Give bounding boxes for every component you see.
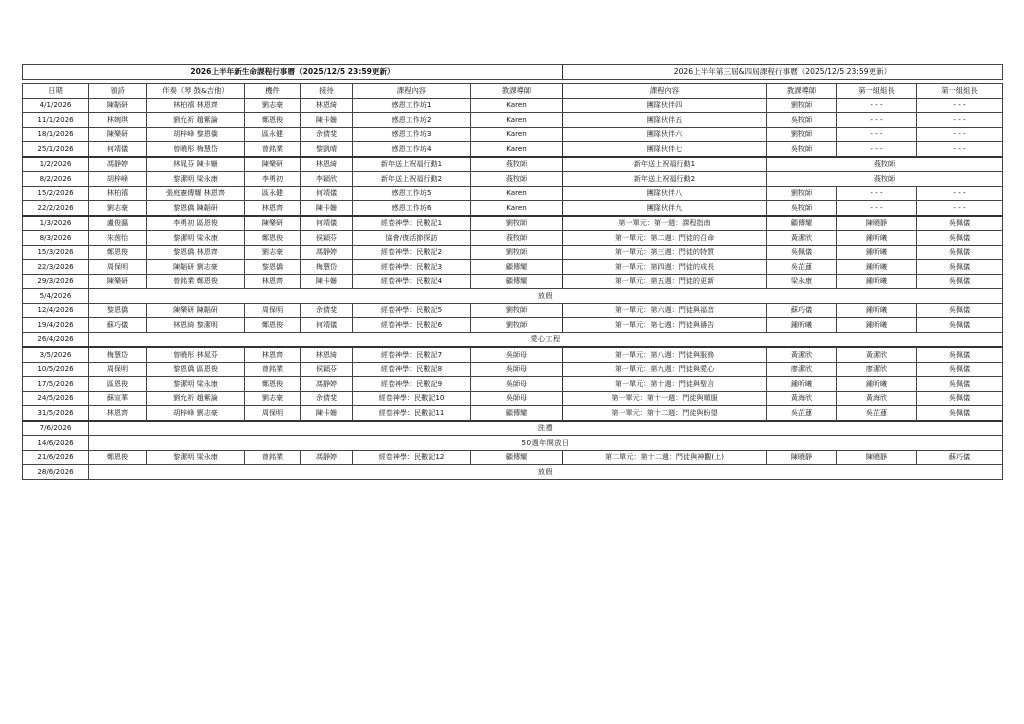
cell-accompaniment: 陳韜研 劉志豪 <box>147 260 245 275</box>
cell-equipment: 鄭恩俊 <box>245 113 301 128</box>
cell-reception: 陳卡姍 <box>301 274 353 289</box>
cell-group-leader-2: 吳佩儀 <box>917 303 1003 318</box>
cell-date: 7/6/2026 <box>23 421 89 436</box>
cell-reception: 陳卡姍 <box>301 113 353 128</box>
cell-worship-leader: 周保明 <box>89 260 147 275</box>
cell-group-leader-2: - - - <box>917 98 1003 113</box>
cell-accompaniment: 李勇初 區恩俊 <box>147 216 245 231</box>
cell-equipment: 曾銘業 <box>245 142 301 157</box>
cell-equipment: 林恩齊 <box>245 347 301 362</box>
cell-group-leader-2: - - - <box>917 201 1003 216</box>
cell-instructor-right: 吳芷蓮 <box>767 260 837 275</box>
cell-instructor: Karen <box>471 186 563 201</box>
schedule-table <box>22 64 1003 480</box>
cell-course-content: 經卷神學：民數記3 <box>353 260 471 275</box>
cell-reception: 何靖儀 <box>301 216 353 231</box>
cell-instructor: 吳師母 <box>471 377 563 392</box>
cell-course-content: 經卷神學：民數記5 <box>353 303 471 318</box>
cell-equipment: 李勇初 <box>245 172 301 187</box>
cell-course-content-right: 團隊伙伴九 <box>563 201 767 216</box>
cell-instructor-right: 廖潔欣 <box>767 362 837 377</box>
cell-instructor-right: 顧傳耀 <box>767 216 837 231</box>
table-row <box>23 362 1003 377</box>
cell-equipment: 曾銘業 <box>245 450 301 465</box>
cell-worship-leader: 梅慧岱 <box>89 347 147 362</box>
cell-reception: 陳卡姍 <box>301 406 353 421</box>
cell-course-content: 經卷神學：民數記11 <box>353 406 471 421</box>
cell-event: 放假 <box>89 465 1003 480</box>
table-row <box>23 289 1003 304</box>
cell-course-content: 經卷神學：民數記7 <box>353 347 471 362</box>
cell-course-content-right: 第一單元：第十一週：門徒與順服 <box>563 391 767 406</box>
cell-worship-leader: 區恩俊 <box>89 377 147 392</box>
cell-date: 25/1/2026 <box>23 142 89 157</box>
cell-instructor-right: 吳牧師 <box>767 201 837 216</box>
cell-group-leader-1: 廖潔欣 <box>837 362 917 377</box>
cell-group-leader-1: - - - <box>837 201 917 216</box>
cell-accompaniment: 曾曉彤 梅慧岱 <box>147 142 245 157</box>
cell-accompaniment: 林恩綺 黎潔明 <box>147 318 245 333</box>
table-row <box>23 186 1003 201</box>
cell-worship-leader: 黎恩僑 <box>89 303 147 318</box>
cell-equipment: 劉志豪 <box>245 245 301 260</box>
cell-worship-leader: 劉志豪 <box>89 201 147 216</box>
cell-course-content: 感恩工作坊6 <box>353 201 471 216</box>
table-row <box>23 465 1003 480</box>
cell-worship-leader: 林柏禧 <box>89 186 147 201</box>
cell-course-content: 感恩工作坊5 <box>353 186 471 201</box>
cell-worship-leader: 周保明 <box>89 362 147 377</box>
cell-group-leader-2: 吳佩儀 <box>917 391 1003 406</box>
cell-course-content-right: 第二單元：第十二週：門徒與神觀(上) <box>563 450 767 465</box>
cell-course-content: 感恩工作坊4 <box>353 142 471 157</box>
cell-course-content: 經卷神學：民數記2 <box>353 245 471 260</box>
header-equipment: 機件 <box>245 84 301 99</box>
cell-date: 18/1/2026 <box>23 127 89 142</box>
cell-instructor-right: 吳佩儀 <box>767 245 837 260</box>
cell-accompaniment: 劉允祈 趙紫論 <box>147 113 245 128</box>
cell-equipment: 黎恩僑 <box>245 260 301 275</box>
cell-date: 29/3/2026 <box>23 274 89 289</box>
cell-equipment: 鄭恩俊 <box>245 377 301 392</box>
cell-group-leader-1: - - - <box>837 127 917 142</box>
table-row <box>23 274 1003 289</box>
cell-reception: 余倩斐 <box>301 391 353 406</box>
cell-group-leader-1: 鍾昕曦 <box>837 303 917 318</box>
cell-date: 14/6/2026 <box>23 436 89 451</box>
cell-worship-leader: 陳樂研 <box>89 127 147 142</box>
cell-reception: 林恩綺 <box>301 157 353 172</box>
cell-equipment: 區永健 <box>245 127 301 142</box>
cell-group-leader-1: 鍾昕曦 <box>837 377 917 392</box>
cell-course-content-right: 第一單元：第二週：門徒的召命 <box>563 231 767 246</box>
cell-reception: 侯穎芬 <box>301 231 353 246</box>
cell-instructor: Karen <box>471 98 563 113</box>
cell-course-content: 新年送上祝福行動1 <box>353 157 471 172</box>
header-accompaniment: 伴奏（琴 鼓&吉他） <box>147 84 245 99</box>
cell-course-content: 經卷神學：民數記8 <box>353 362 471 377</box>
cell-reception: 陳卡姍 <box>301 201 353 216</box>
cell-date: 15/2/2026 <box>23 186 89 201</box>
cell-date: 11/1/2026 <box>23 113 89 128</box>
cell-group-leader-1: 陳曉靜 <box>837 450 917 465</box>
cell-accompaniment: 曾銘業 鄭恩俊 <box>147 274 245 289</box>
cell-group-leader-1: 鍾昕曦 <box>837 245 917 260</box>
cell-worship-leader: 盧俊瀛 <box>89 216 147 231</box>
cell-reception: 馮靜婷 <box>301 450 353 465</box>
header-instructor: 教課導師 <box>471 84 563 99</box>
cell-instructor: 吳師母 <box>471 362 563 377</box>
header-group-leader-2: 第一組組長 <box>917 84 1003 99</box>
table-row <box>23 216 1003 231</box>
table-row <box>23 391 1003 406</box>
cell-instructor-right: 陳曉靜 <box>767 450 837 465</box>
cell-instructor-right: 梁永康 <box>767 274 837 289</box>
cell-course-content: 經卷神學：民數記1 <box>353 216 471 231</box>
table-row <box>23 98 1003 113</box>
cell-course-content-right: 第一單元：第十週：門徒與聖言 <box>563 377 767 392</box>
cell-course-content: 感恩工作坊3 <box>353 127 471 142</box>
table-row <box>23 347 1003 362</box>
cell-worship-leader: 鄭恩俊 <box>89 450 147 465</box>
cell-instructor: 劉牧師 <box>471 216 563 231</box>
cell-reception: 余倩斐 <box>301 127 353 142</box>
cell-date: 22/2/2026 <box>23 201 89 216</box>
cell-instructor-right: 劉牧師 <box>767 127 837 142</box>
cell-date: 8/3/2026 <box>23 231 89 246</box>
cell-date: 24/5/2026 <box>23 391 89 406</box>
cell-group-leader-1: - - - <box>837 98 917 113</box>
cell-group-leader-1: 黃海欣 <box>837 391 917 406</box>
cell-reception: 馮靜婷 <box>301 245 353 260</box>
table-row <box>23 318 1003 333</box>
cell-accompaniment: 林晁芬 陳卡姍 <box>147 157 245 172</box>
cell-equipment: 陳樂研 <box>245 157 301 172</box>
cell-reception: 馮靜婷 <box>301 377 353 392</box>
table-row <box>23 421 1003 436</box>
cell-group-leader-2: 吳佩儀 <box>917 318 1003 333</box>
cell-course-content: 經卷神學：民數記9 <box>353 377 471 392</box>
cell-equipment: 劉志豪 <box>245 391 301 406</box>
cell-course-content: 經卷神學：民數記10 <box>353 391 471 406</box>
table-row <box>23 113 1003 128</box>
cell-course-content-right: 新年送上祝福行動2 <box>563 172 767 187</box>
cell-date: 12/4/2026 <box>23 303 89 318</box>
cell-worship-leader: 朱茵怡 <box>89 231 147 246</box>
title-row <box>23 65 1003 80</box>
header-instructor-right: 教課導師 <box>767 84 837 99</box>
cell-instructor: 顧傳耀 <box>471 260 563 275</box>
cell-group-leader-1: 鍾昕曦 <box>837 274 917 289</box>
cell-instructor-right: 莪牧師 <box>767 157 1003 172</box>
cell-instructor-right: 鍾昕曦 <box>767 318 837 333</box>
table-row <box>23 377 1003 392</box>
cell-course-content-right: 第一單元：第四週：門徒的成長 <box>563 260 767 275</box>
table-row <box>23 157 1003 172</box>
cell-group-leader-2: - - - <box>917 127 1003 142</box>
table-row <box>23 201 1003 216</box>
cell-course-content-right: 第一單元：第九週：門徒與愛心 <box>563 362 767 377</box>
cell-equipment: 周保明 <box>245 406 301 421</box>
cell-group-leader-1: 陳曉靜 <box>837 216 917 231</box>
cell-worship-leader: 林婉琪 <box>89 113 147 128</box>
cell-accompaniment: 黎潔明 梁永康 <box>147 231 245 246</box>
header-row <box>23 84 1003 99</box>
cell-group-leader-2: - - - <box>917 186 1003 201</box>
cell-course-content-right: 團隊伙伴五 <box>563 113 767 128</box>
table-row <box>23 172 1003 187</box>
cell-accompaniment: 黎潔明 梁永康 <box>147 172 245 187</box>
cell-equipment: 周保明 <box>245 303 301 318</box>
cell-accompaniment: 黎潔明 梁永康 <box>147 450 245 465</box>
cell-instructor: 吳師母 <box>471 391 563 406</box>
cell-course-content-right: 團隊伙伴六 <box>563 127 767 142</box>
cell-group-leader-2: 吳佩儀 <box>917 260 1003 275</box>
cell-group-leader-2: 吳佩儀 <box>917 231 1003 246</box>
cell-instructor: 莪牧師 <box>471 157 563 172</box>
cell-worship-leader: 胡梓峰 <box>89 172 147 187</box>
cell-course-content-right: 第一單元：第一週：課程指南 <box>563 216 767 231</box>
cell-group-leader-2: 吳佩儀 <box>917 274 1003 289</box>
cell-group-leader-2: 吳佩儀 <box>917 347 1003 362</box>
cell-instructor: 莪牧師 <box>471 231 563 246</box>
cell-course-content-right: 第一單元：第十二週：門徒與盼望 <box>563 406 767 421</box>
cell-instructor: 顧傳耀 <box>471 450 563 465</box>
cell-course-content: 經卷神學：民數記4 <box>353 274 471 289</box>
table-row <box>23 245 1003 260</box>
cell-instructor: 吳師母 <box>471 347 563 362</box>
cell-event: 50週年開放日 <box>89 436 1003 451</box>
cell-worship-leader: 蘇巧儀 <box>89 318 147 333</box>
cell-reception: 何靖儀 <box>301 318 353 333</box>
cell-date: 19/4/2026 <box>23 318 89 333</box>
cell-worship-leader: 鄭恩俊 <box>89 245 147 260</box>
cell-instructor-right: 黃海欣 <box>767 391 837 406</box>
cell-accompaniment: 黎恩僑 陳韜研 <box>147 201 245 216</box>
cell-worship-leader: 陳韜研 <box>89 98 147 113</box>
cell-course-content: 感恩工作坊2 <box>353 113 471 128</box>
cell-date: 5/4/2026 <box>23 289 89 304</box>
cell-group-leader-1: 鍾昕曦 <box>837 260 917 275</box>
header-date: 日期 <box>23 84 89 99</box>
cell-group-leader-1: 鍾昕曦 <box>837 231 917 246</box>
cell-instructor: 莪牧師 <box>471 172 563 187</box>
cell-date: 22/3/2026 <box>23 260 89 275</box>
cell-course-content-right: 團隊伙伴七 <box>563 142 767 157</box>
cell-equipment: 曾銘業 <box>245 362 301 377</box>
cell-reception: 梅慧岱 <box>301 260 353 275</box>
cell-group-leader-1: - - - <box>837 142 917 157</box>
cell-worship-leader: 馮靜婷 <box>89 157 147 172</box>
cell-accompaniment: 黎恩僑 區恩俊 <box>147 362 245 377</box>
cell-worship-leader: 陳樂研 <box>89 274 147 289</box>
cell-equipment: 陳樂研 <box>245 216 301 231</box>
cell-reception: 林恩綺 <box>301 347 353 362</box>
cell-worship-leader: 何靖儀 <box>89 142 147 157</box>
cell-reception: 李穎欣 <box>301 172 353 187</box>
cell-equipment: 林恩齊 <box>245 274 301 289</box>
cell-course-content: 協會/復活節探訪 <box>353 231 471 246</box>
cell-group-leader-2: 吳佩儀 <box>917 362 1003 377</box>
cell-group-leader-1: 鍾昕曦 <box>837 318 917 333</box>
cell-instructor-right: 吳牧師 <box>767 113 837 128</box>
cell-instructor-right: 吳牧師 <box>767 142 837 157</box>
cell-date: 1/2/2026 <box>23 157 89 172</box>
cell-course-content-right: 團隊伙伴八 <box>563 186 767 201</box>
cell-date: 21/6/2026 <box>23 450 89 465</box>
table-row <box>23 142 1003 157</box>
cell-accompaniment: 黎潔明 梁永康 <box>147 377 245 392</box>
cell-instructor-right: 劉牧師 <box>767 98 837 113</box>
header-reception: 接待 <box>301 84 353 99</box>
cell-accompaniment: 黎恩僑 林恩齊 <box>147 245 245 260</box>
cell-equipment: 鄭恩俊 <box>245 318 301 333</box>
cell-accompaniment: 陳樂研 陳韜研 <box>147 303 245 318</box>
header-group-leader-1: 第一組組長 <box>837 84 917 99</box>
cell-group-leader-2: - - - <box>917 142 1003 157</box>
cell-instructor: 劉牧師 <box>471 303 563 318</box>
cell-group-leader-1: - - - <box>837 113 917 128</box>
cell-accompaniment: 張庭憲傳耀 林恩齊 <box>147 186 245 201</box>
cell-group-leader-2: - - - <box>917 113 1003 128</box>
cell-date: 4/1/2026 <box>23 98 89 113</box>
cell-course-content-right: 第一單元：第八週：門徒與服務 <box>563 347 767 362</box>
cell-course-content-right: 第一單元：第三週：門徒的特質 <box>563 245 767 260</box>
cell-course-content-right: 新年送上祝福行動1 <box>563 157 767 172</box>
cell-accompaniment: 胡梓峰 黎恩僑 <box>147 127 245 142</box>
table-row <box>23 436 1003 451</box>
left-title: 2026上半年新生命課程行事曆（2025/12/5 23:59更新） <box>23 65 563 80</box>
cell-date: 8/2/2026 <box>23 172 89 187</box>
cell-group-leader-2: 吳佩儀 <box>917 216 1003 231</box>
cell-reception: 黎凱晴 <box>301 142 353 157</box>
cell-group-leader-1: - - - <box>837 186 917 201</box>
cell-group-leader-1: 吳芷蓮 <box>837 406 917 421</box>
right-title: 2026上半年第三屆&四屆課程行事曆（2025/12/5 23:59更新） <box>563 65 1003 80</box>
cell-accompaniment: 劉允祈 趙紫論 <box>147 391 245 406</box>
cell-equipment: 鄭恩俊 <box>245 231 301 246</box>
cell-event: 放假 <box>89 289 1003 304</box>
cell-instructor: 劉牧師 <box>471 245 563 260</box>
cell-reception: 侯穎芬 <box>301 362 353 377</box>
cell-date: 17/5/2026 <box>23 377 89 392</box>
cell-course-content-right: 團隊伙伴四 <box>563 98 767 113</box>
cell-course-content-right: 第一單元：第五週：門徒的更新 <box>563 274 767 289</box>
cell-instructor: Karen <box>471 127 563 142</box>
cell-worship-leader: 蘇宣華 <box>89 391 147 406</box>
cell-date: 26/4/2026 <box>23 332 89 347</box>
cell-group-leader-2: 吳佩儀 <box>917 245 1003 260</box>
cell-instructor: Karen <box>471 142 563 157</box>
cell-instructor: 顧傳耀 <box>471 406 563 421</box>
table-row <box>23 303 1003 318</box>
table-row <box>23 231 1003 246</box>
cell-group-leader-2: 蘇巧儀 <box>917 450 1003 465</box>
cell-accompaniment: 曾曉彤 林晁芬 <box>147 347 245 362</box>
cell-equipment: 林恩齊 <box>245 201 301 216</box>
cell-instructor-right: 劉牧師 <box>767 186 837 201</box>
cell-instructor-right: 蘇巧儀 <box>767 303 837 318</box>
cell-date: 28/6/2026 <box>23 465 89 480</box>
cell-date: 1/3/2026 <box>23 216 89 231</box>
cell-reception: 何靖儀 <box>301 186 353 201</box>
cell-group-leader-2: 吳佩儀 <box>917 406 1003 421</box>
cell-worship-leader: 林恩齊 <box>89 406 147 421</box>
cell-reception: 余倩斐 <box>301 303 353 318</box>
header-course-content: 課程內容 <box>353 84 471 99</box>
cell-instructor: 劉牧師 <box>471 318 563 333</box>
cell-equipment: 劉志豪 <box>245 98 301 113</box>
cell-accompaniment: 林柏禧 林恩齊 <box>147 98 245 113</box>
cell-accompaniment: 胡梓峰 劉志豪 <box>147 406 245 421</box>
cell-course-content: 新年送上祝福行動2 <box>353 172 471 187</box>
cell-event: 愛心工程 <box>89 332 1003 347</box>
cell-date: 15/3/2026 <box>23 245 89 260</box>
cell-instructor-right: 莪牧師 <box>767 172 1003 187</box>
cell-event: 洗禮 <box>89 421 1003 436</box>
cell-instructor: Karen <box>471 113 563 128</box>
cell-date: 3/5/2026 <box>23 347 89 362</box>
cell-course-content-right: 第一單元：第七週：門徒與禱告 <box>563 318 767 333</box>
cell-instructor-right: 黃潔欣 <box>767 347 837 362</box>
cell-reception: 林恩綺 <box>301 98 353 113</box>
table-row <box>23 127 1003 142</box>
cell-group-leader-1: 黃潔欣 <box>837 347 917 362</box>
cell-course-content: 經卷神學：民數記12 <box>353 450 471 465</box>
cell-course-content: 經卷神學：民數記6 <box>353 318 471 333</box>
cell-date: 10/5/2026 <box>23 362 89 377</box>
cell-instructor: 顧傳耀 <box>471 274 563 289</box>
cell-instructor: Karen <box>471 201 563 216</box>
cell-group-leader-2: 吳佩儀 <box>917 377 1003 392</box>
header-course-content-right: 課程內容 <box>563 84 767 99</box>
table-row <box>23 406 1003 421</box>
header-worship-leader: 領詩 <box>89 84 147 99</box>
cell-instructor-right: 黃潔欣 <box>767 231 837 246</box>
cell-date: 31/5/2026 <box>23 406 89 421</box>
cell-course-content: 感恩工作坊1 <box>353 98 471 113</box>
table-row <box>23 450 1003 465</box>
cell-equipment: 區永健 <box>245 186 301 201</box>
cell-instructor-right: 吳芷蓮 <box>767 406 837 421</box>
cell-instructor-right: 鍾昕曦 <box>767 377 837 392</box>
table-row <box>23 260 1003 275</box>
table-row <box>23 332 1003 347</box>
cell-course-content-right: 第一單元：第六週：門徒與福音 <box>563 303 767 318</box>
